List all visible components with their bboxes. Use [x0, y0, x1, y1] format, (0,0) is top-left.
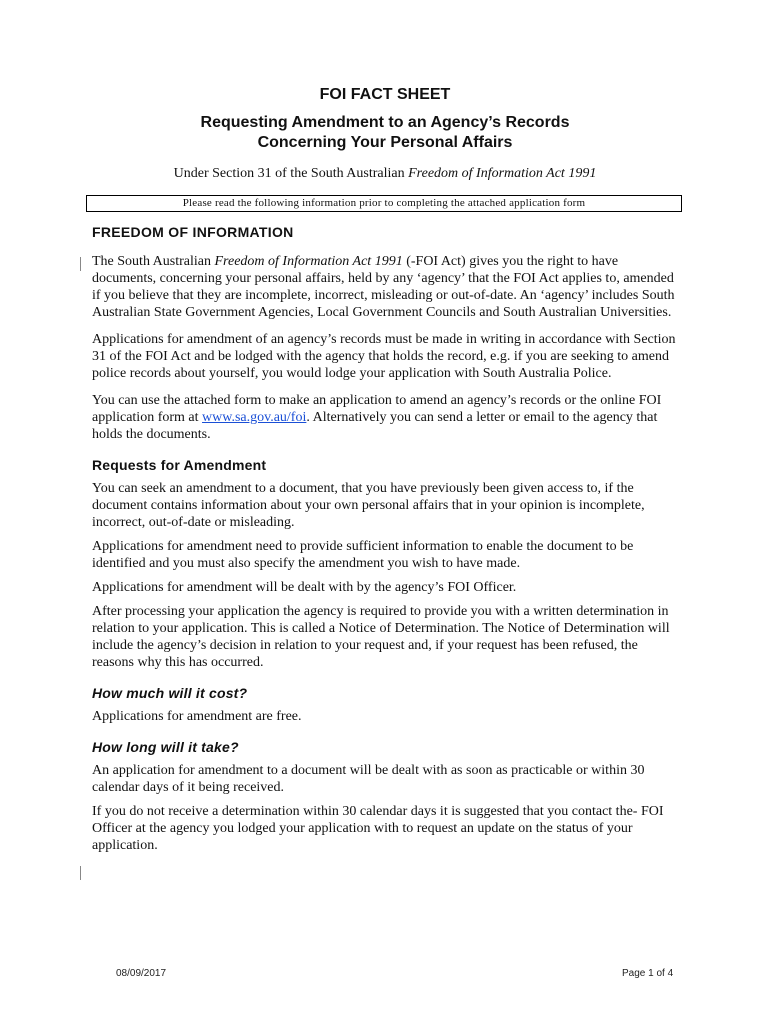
paragraph-cost: Applications for amendment are free.: [92, 709, 302, 724]
paragraph-requests-4: After processing your application the agency is required to provide you with a written determination in relation to your application. This is called a Notice of Determination. The Notice of Determination will include the agency’s decision in relation to your request and, if your request has been refused, the reasons why this has occurred.: [92, 604, 670, 670]
document-subtitle: [0, 113, 770, 153]
revision-change-bar: [80, 257, 81, 271]
subtitle-line-1: Requesting Amendment to an Agency’s Records: [200, 114, 570, 131]
paragraph-requests-1: You can seek an amendment to a document, that you have previously been given access to, if the document contains information about your own personal affairs that in your opinion is incomplete, incorrect, out-of-date or misleading.: [92, 481, 645, 530]
text-run: The South Australian: [92, 254, 215, 269]
foi-website-link[interactable]: www.sa.gov.au/foi: [202, 410, 307, 425]
paragraph-foi-intro: [92, 253, 682, 321]
section-heading-cost: How much will it cost?: [92, 685, 248, 701]
paragraph-time-2: If you do not receive a determination within 30 calendar days it is suggested that you contact the- FOI Officer at the agency you lodged your application with to request an update on the status of your application.: [92, 804, 664, 853]
document-title: FOI FACT SHEET: [319, 86, 451, 103]
paragraph-requests-2: Applications for amendment need to provide sufficient information to enable the document to be identified and you must also specify the amendment you wish to have made.: [92, 539, 634, 571]
section-heading-foi: FREEDOM OF INFORMATION: [92, 224, 294, 240]
subtitle-line-2: Concerning Your Personal Affairs: [257, 134, 513, 151]
section-heading-requests: Requests for Amendment: [92, 457, 267, 473]
text-run: . Alternatively you can send a letter or email to the agency that holds the documents.: [92, 410, 658, 442]
text-run: (-FOI Act) gives you the right to have documents, concerning your personal affairs, held by any ‘agency’ that the FOI Act applies to, amended if you believe that they are incomplete, incorrect, misleading or out-of-date. An ‘agency’ includes South Australian State Government Agencies, Local Government Councils and South Australian Universities.: [92, 254, 675, 320]
footer-date: 08/09/2017: [116, 968, 167, 979]
paragraph-requests-3: Applications for amendment will be dealt with by the agency’s FOI Officer.: [92, 580, 517, 595]
revision-change-bar: [80, 866, 81, 880]
paragraph-time-1: An application for amendment to a document will be dealt with as soon as practicable or within 30 calendar days of it being received.: [92, 763, 645, 795]
text-run: You can use the attached form to make an application to amend an agency’s records or the online FOI application form at: [92, 393, 662, 425]
paragraph-lodging: Applications for amendment of an agency’s records must be made in writing in accordance with Section 31 of the FOI Act and be lodged with the agency that holds the record, e.g. if you are seeking to amend police records about yourself, you would lodge your application with South Australia Police.: [92, 332, 676, 381]
paragraph-online-form: [92, 392, 682, 443]
instruction-notice-box: Please read the following information prior to completing the attached application form: [86, 195, 682, 212]
document-body: [92, 224, 682, 861]
act-name: Freedom of Information Act 1991: [408, 166, 597, 181]
legislation-reference: [0, 166, 770, 182]
act-name-italic: Freedom of Information Act 1991: [214, 254, 403, 269]
section-heading-time: How long will it take?: [92, 739, 239, 755]
footer-page-number: Page 1 of 4: [622, 968, 674, 979]
legislation-prefix: Under Section 31 of the South Australian: [173, 166, 409, 181]
